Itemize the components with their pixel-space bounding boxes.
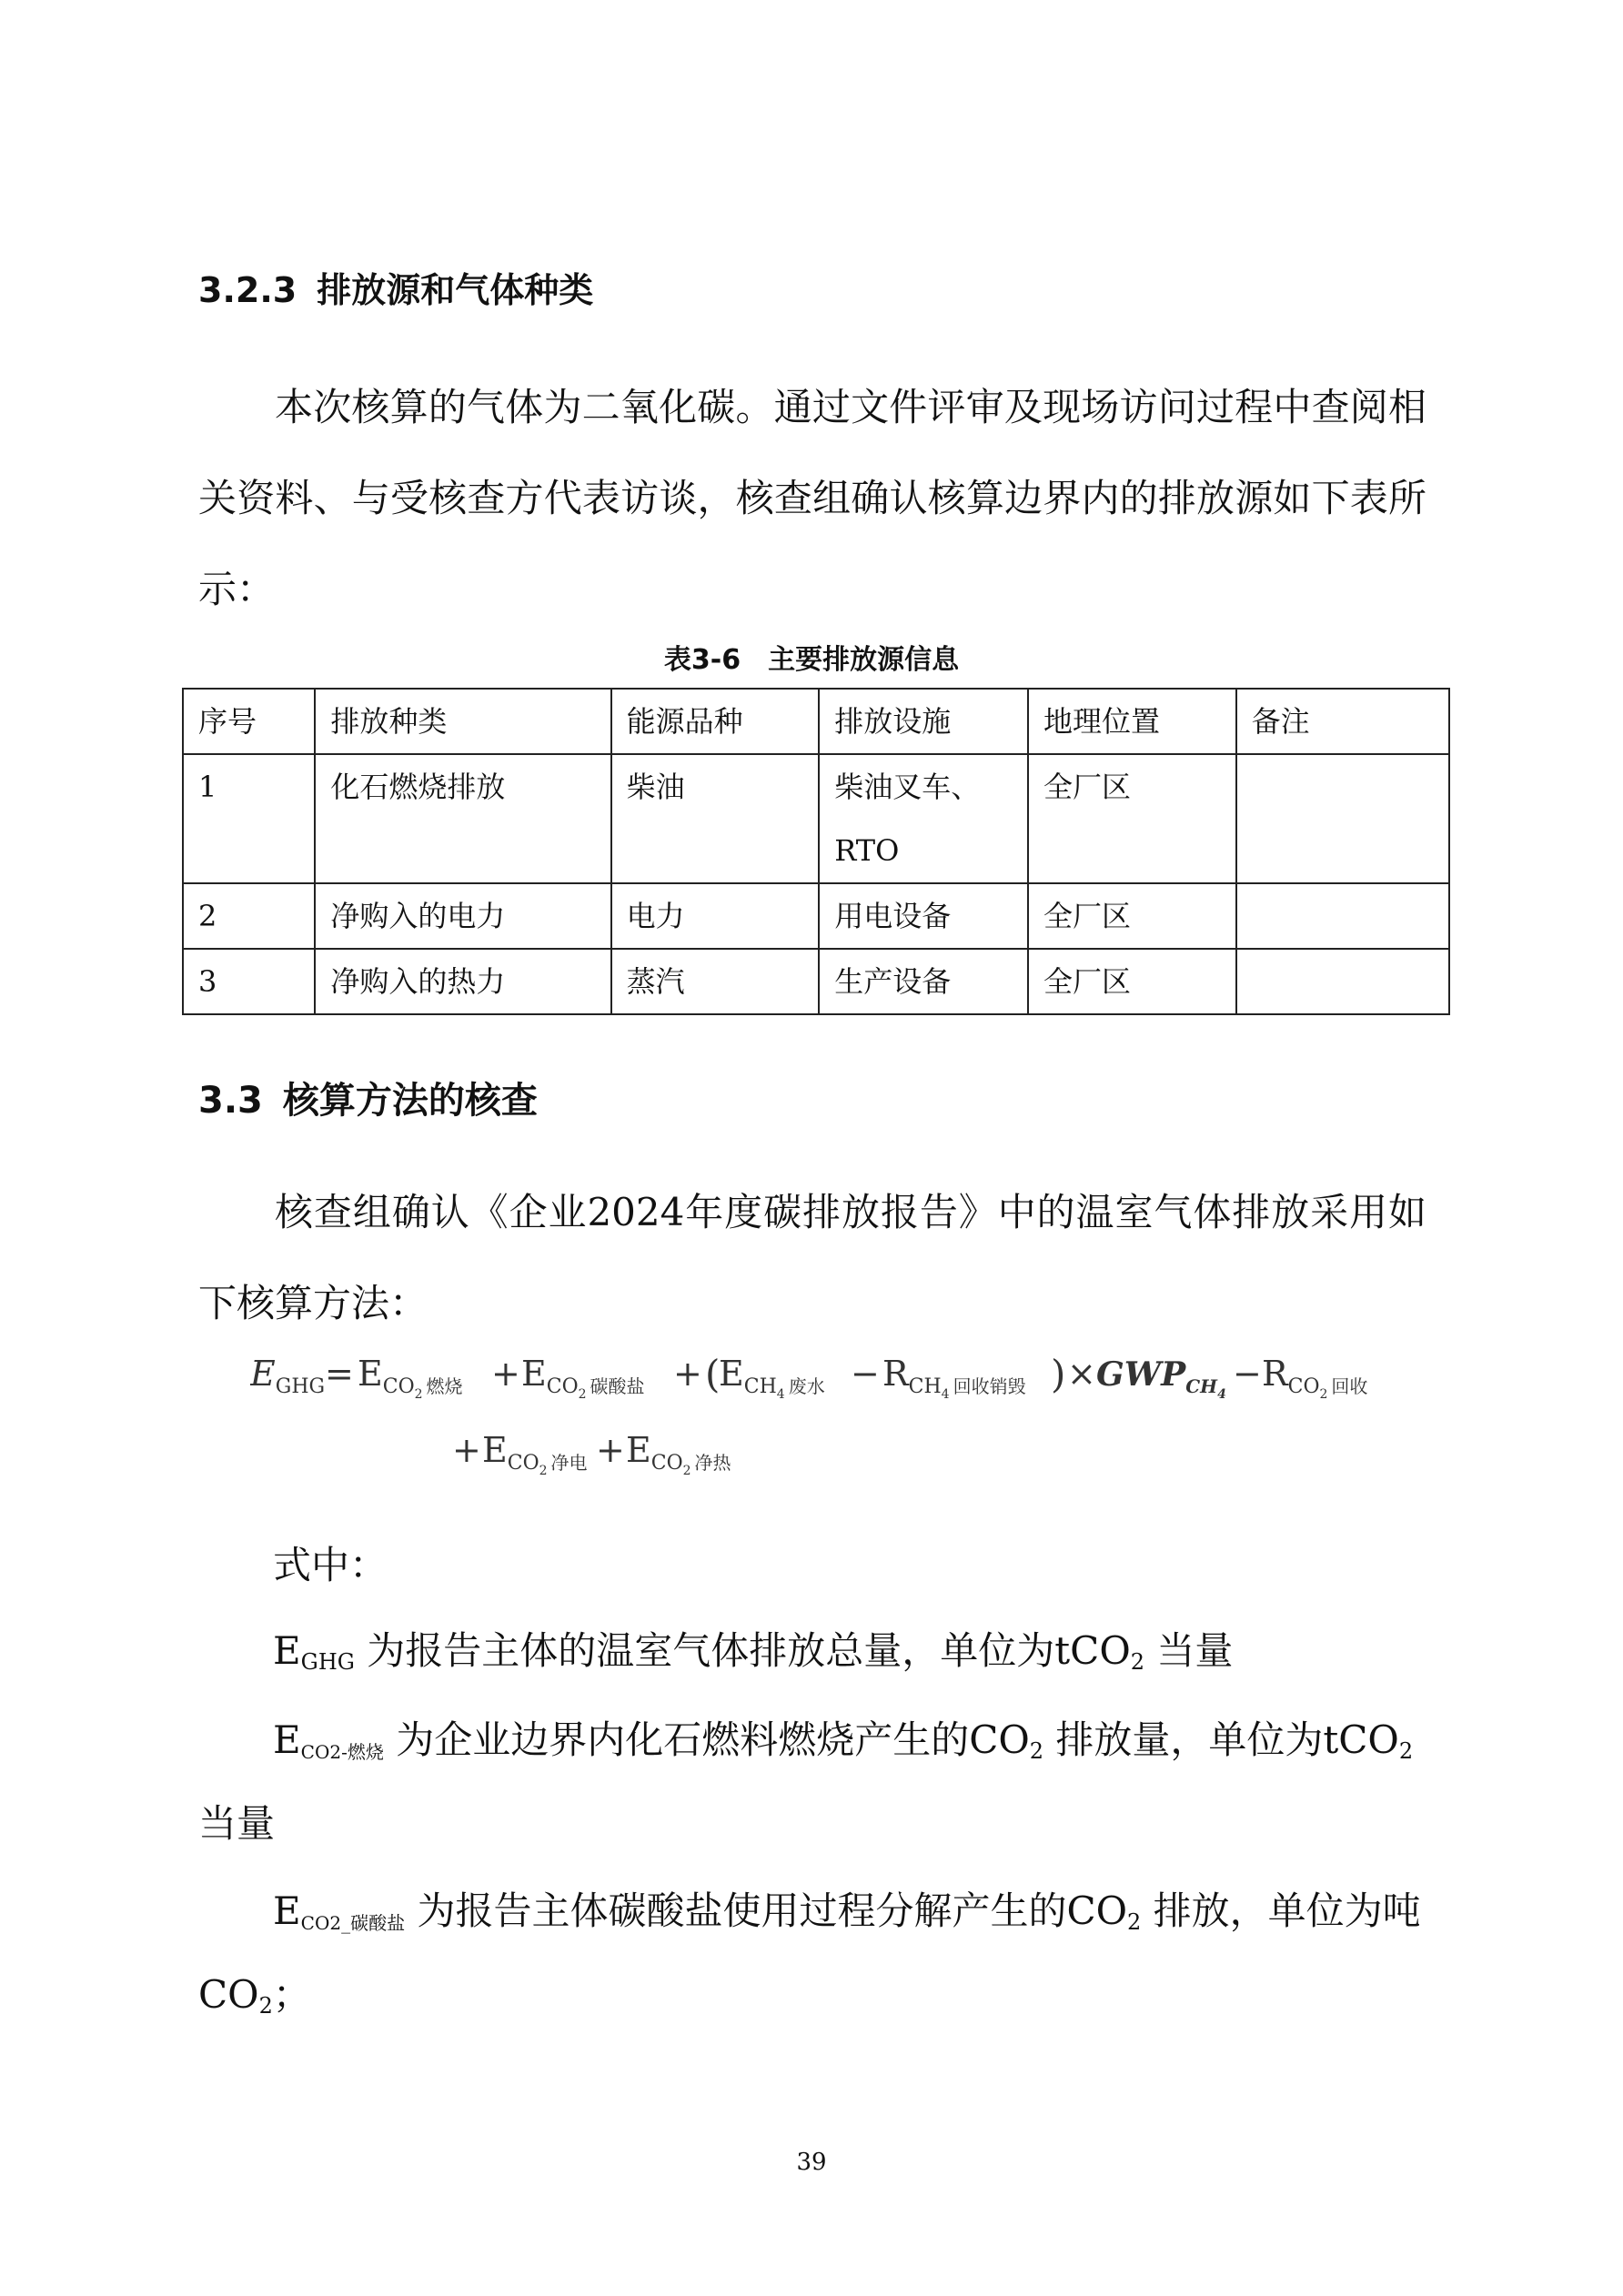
cell-location: 全厂区 — [1028, 949, 1236, 1014]
header-cell: 序号 — [183, 689, 315, 754]
formula-lparen: ( — [705, 1352, 721, 1396]
header-cell: 排放设施 — [819, 689, 1028, 754]
header-cell: 备注 — [1236, 689, 1449, 754]
table-header-row — [183, 689, 1449, 754]
formula-gwp-ch4: $GWP_{CH}4$ — [1096, 1355, 1226, 1402]
formula-times: × — [1067, 1354, 1096, 1394]
cell-facility-line1: 柴油叉车、 — [834, 770, 981, 804]
cell-type: 净购入的电力 — [315, 883, 610, 949]
formula-e-co2-net-heat: $E_{CO}2$ 净热 — [626, 1430, 731, 1478]
formula-e-co2-net-elec: $E_{CO}2$ 净电 — [482, 1430, 588, 1478]
cell-facility: 生产设备 — [819, 949, 1028, 1014]
cell-energy: 电力 — [611, 883, 820, 949]
emission-source-table — [182, 688, 1450, 1015]
cell-no: 1 — [183, 754, 315, 883]
cell-note — [1236, 883, 1449, 949]
formula-plus-3: + — [452, 1430, 481, 1470]
cell-note — [1236, 949, 1449, 1014]
formula-plus-2: + — [673, 1354, 702, 1394]
table-caption-title: 主要排放源信息 — [768, 644, 960, 676]
cell-no: 3 — [183, 949, 315, 1014]
page-number: 39 — [796, 2149, 827, 2176]
cell-type: 净购入的热力 — [315, 949, 610, 1014]
section-heading-3-2-3 — [198, 262, 593, 312]
table-caption-number: 表3-6 — [663, 644, 741, 676]
formula-rparen: ) — [1051, 1352, 1066, 1396]
table-row — [183, 883, 1449, 949]
cell-location: 全厂区 — [1028, 883, 1236, 949]
where-label: 式中： — [273, 1543, 388, 1587]
cell-facility-line2: RTO — [834, 833, 900, 868]
cell-note — [1236, 754, 1449, 883]
cell-energy: 柴油 — [611, 754, 820, 883]
definition-e-ghg: $E_{GHG}$ 为报告主体的温室气体排放总量，单位为tCO$_2$ 当量 — [273, 1628, 1234, 1675]
header-cell: 能源品种 — [611, 689, 820, 754]
formula-r-ch4-recovery: $R_{CH}4$ 回收销毁 — [882, 1354, 1026, 1402]
formula-e-co2-carbonate: $E_{CO}2$ 碳酸盐 — [521, 1354, 645, 1402]
ghg-formula — [250, 1351, 1387, 1515]
table-row — [183, 754, 1449, 883]
table-row — [183, 949, 1449, 1014]
formula-e-ghg: $E_{GHG}$ — [250, 1354, 326, 1398]
section-number: 3.3 — [198, 1080, 263, 1122]
formula-r-co2-recovery: $R_{CO}2$ 回收 — [1262, 1354, 1368, 1402]
intro-paragraph: 本次核算的气体为二氧化碳。通过文件评审及现场访问过程中查阅相关资料、与受核查方代表访谈，核查组确认核算边界内的排放源如下表所示： — [198, 385, 1426, 611]
formula-minus-1: − — [851, 1354, 880, 1394]
formula-plus-1: + — [491, 1354, 520, 1394]
method-paragraph: 核查组确认《企业2024年度碳排放报告》中的温室气体排放采用如下核算方法： — [198, 1190, 1426, 1325]
cell-location: 全厂区 — [1028, 754, 1236, 883]
cell-type: 化石燃烧排放 — [315, 754, 610, 883]
cell-facility: 用电设备 — [819, 883, 1028, 949]
formula-e-co2-burn: $E_{CO}2$ 燃烧 — [358, 1354, 463, 1402]
formula-e-ch4-wastewater: $E_{CH}4$ 废水 — [719, 1354, 825, 1402]
section-heading-3-3 — [198, 1072, 538, 1123]
header-cell: 排放种类 — [315, 689, 610, 754]
header-cell: 地理位置 — [1028, 689, 1236, 754]
section-number: 3.2.3 — [198, 270, 297, 310]
definition-e-co2-carbonate: $E_{CO2\_碳酸盐}$ 为报告主体碳酸盐使用过程分解产生的$CO_2$ 排放，单位为吨 — [273, 1888, 1421, 1935]
formula-eq: = — [325, 1354, 354, 1394]
section-title: 核算方法的核查 — [282, 1080, 538, 1122]
cell-no: 2 — [183, 883, 315, 949]
table-caption — [0, 637, 1623, 677]
section-title: 排放源和气体种类 — [317, 270, 594, 310]
definition-e-co2-carbonate-wrap: $CO_2$； — [198, 1972, 311, 2019]
cell-facility — [819, 754, 1028, 883]
definition-e-co2-burn-wrap: 当量 — [198, 1801, 276, 1846]
cell-energy: 蒸汽 — [611, 949, 820, 1014]
formula-minus-2: − — [1233, 1354, 1262, 1394]
formula-plus-4: + — [596, 1430, 625, 1470]
definition-e-co2-burn: $E_{CO2-燃烧}$ 为企业边界内化石燃料燃烧产生的$CO_2$ 排放量，单位为tCO$_2$ — [273, 1717, 1414, 1764]
